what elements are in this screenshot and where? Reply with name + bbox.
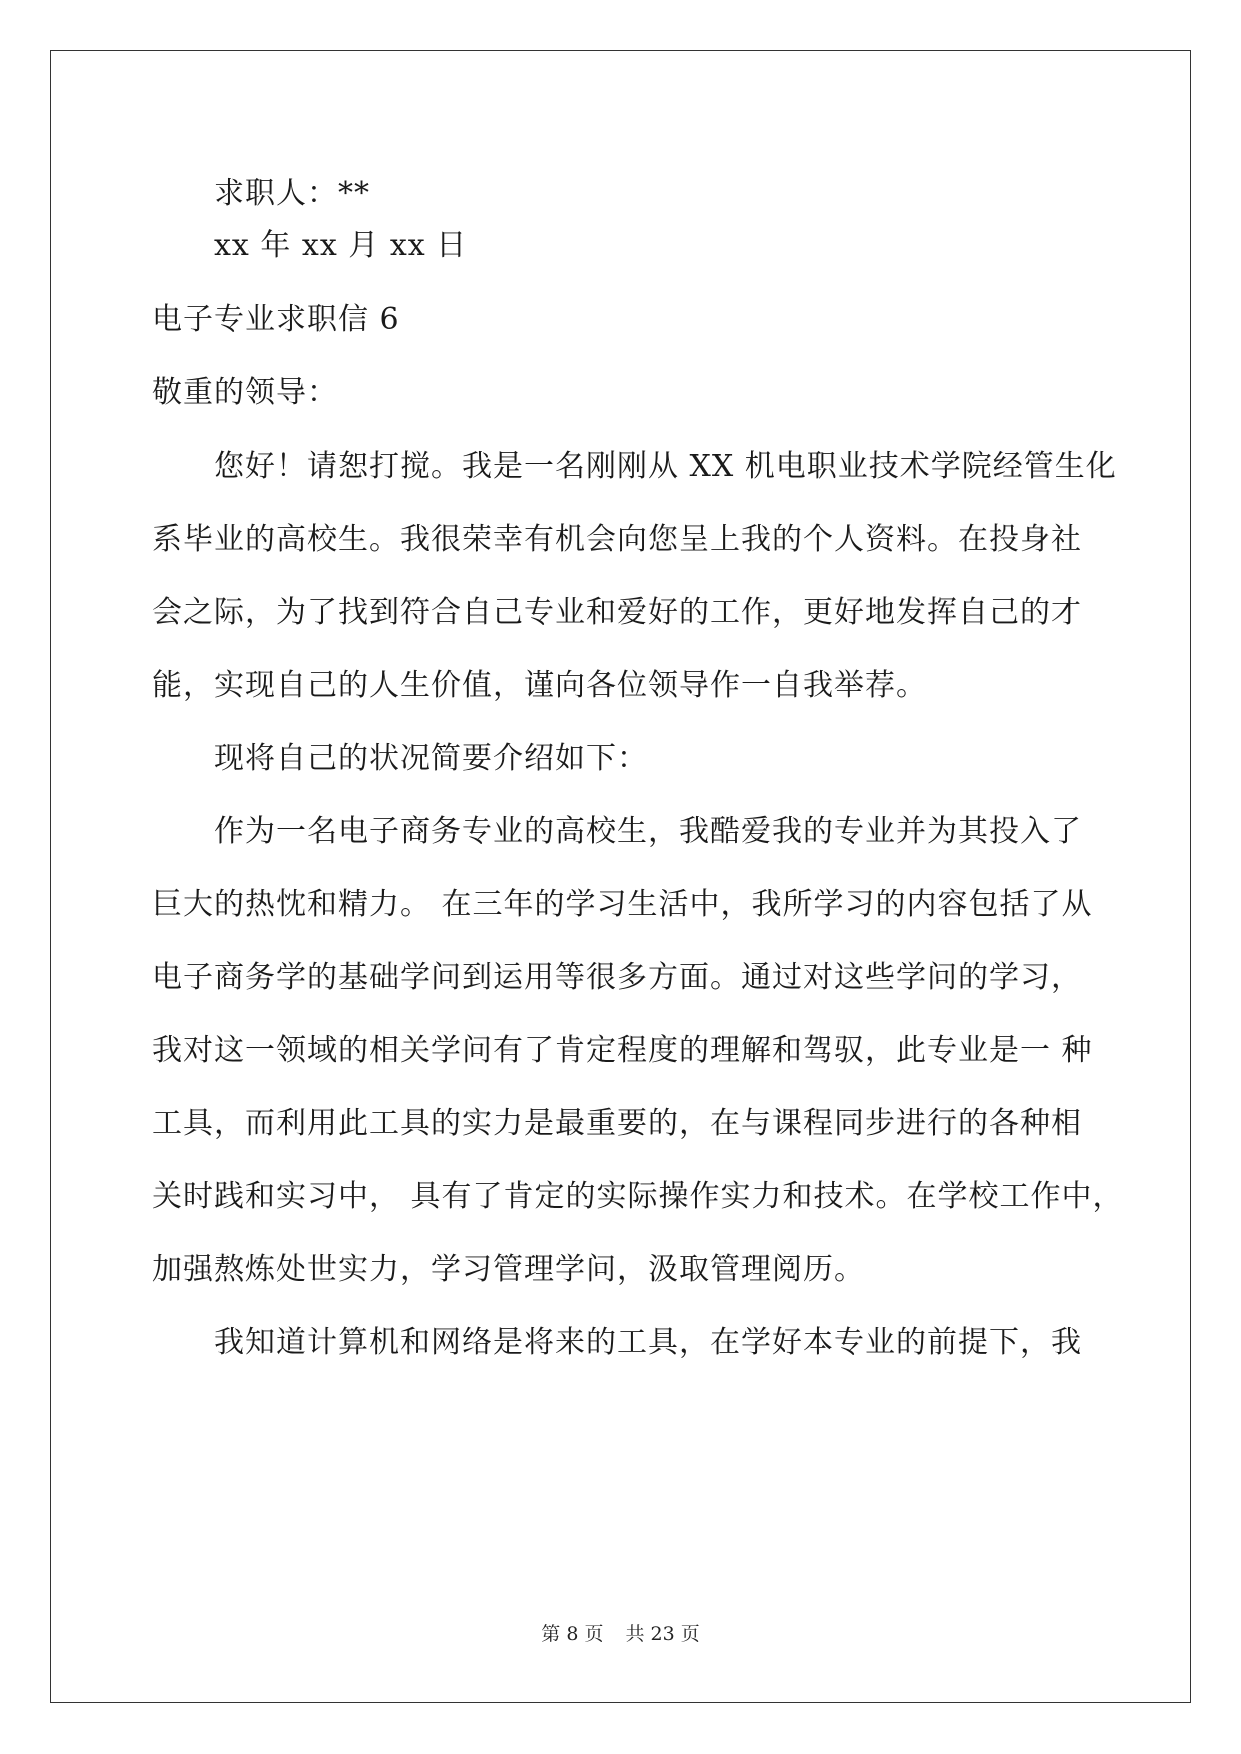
paragraph-line: 关时践和实习中， 具有了肯定的实际操作实力和技术。在学校工作中， xyxy=(152,1179,1124,1214)
letter-title: 电子专业求职信 6 xyxy=(152,302,400,337)
applicant-line: 求职人：** xyxy=(214,176,370,211)
paragraph-line: 我知道计算机和网络是将来的工具，在学好本专业的前提下，我 xyxy=(214,1325,1082,1360)
paragraph-line: 加强熬炼处世实力，学习管理学问，汲取管理阅历。 xyxy=(152,1252,865,1287)
paragraph-line: 巨大的热忱和精力。 在三年的学习生活中，我所学习的内容包括了从 xyxy=(152,887,1093,922)
page-number-current: 第 8 页 xyxy=(541,1623,604,1645)
paragraph-line: 我对这一领域的相关学问有了肯定程度的理解和驾驭，此专业是一 种 xyxy=(152,1033,1093,1068)
paragraph-line: 系毕业的高校生。我很荣幸有机会向您呈上我的个人资料。在投身社 xyxy=(152,522,1082,557)
paragraph-line: 电子商务学的基础学问到运用等很多方面。通过对这些学问的学习， xyxy=(152,960,1082,995)
page-number-total: 共 23 页 xyxy=(625,1623,700,1645)
paragraph-line: 现将自己的状况简要介绍如下： xyxy=(214,741,648,776)
page-footer xyxy=(0,1622,1241,1646)
paragraph-line: 会之际，为了找到符合自己专业和爱好的工作，更好地发挥自己的才 xyxy=(152,595,1082,630)
date-line: xx 年 xx 月 xx 日 xyxy=(214,228,468,263)
paragraph-line: 您好！请恕打搅。我是一名刚刚从 XX 机电职业技术学院经管生化 xyxy=(214,449,1117,484)
page-frame xyxy=(50,50,1191,1703)
paragraph-line: 能，实现自己的人生价值，谨向各位领导作一自我举荐。 xyxy=(152,668,927,703)
salutation: 敬重的领导： xyxy=(152,375,338,410)
paragraph-line: 工具，而利用此工具的实力是最重要的，在与课程同步进行的各种相 xyxy=(152,1106,1082,1141)
paragraph-line: 作为一名电子商务专业的高校生，我酷爱我的专业并为其投入了 xyxy=(214,814,1082,849)
